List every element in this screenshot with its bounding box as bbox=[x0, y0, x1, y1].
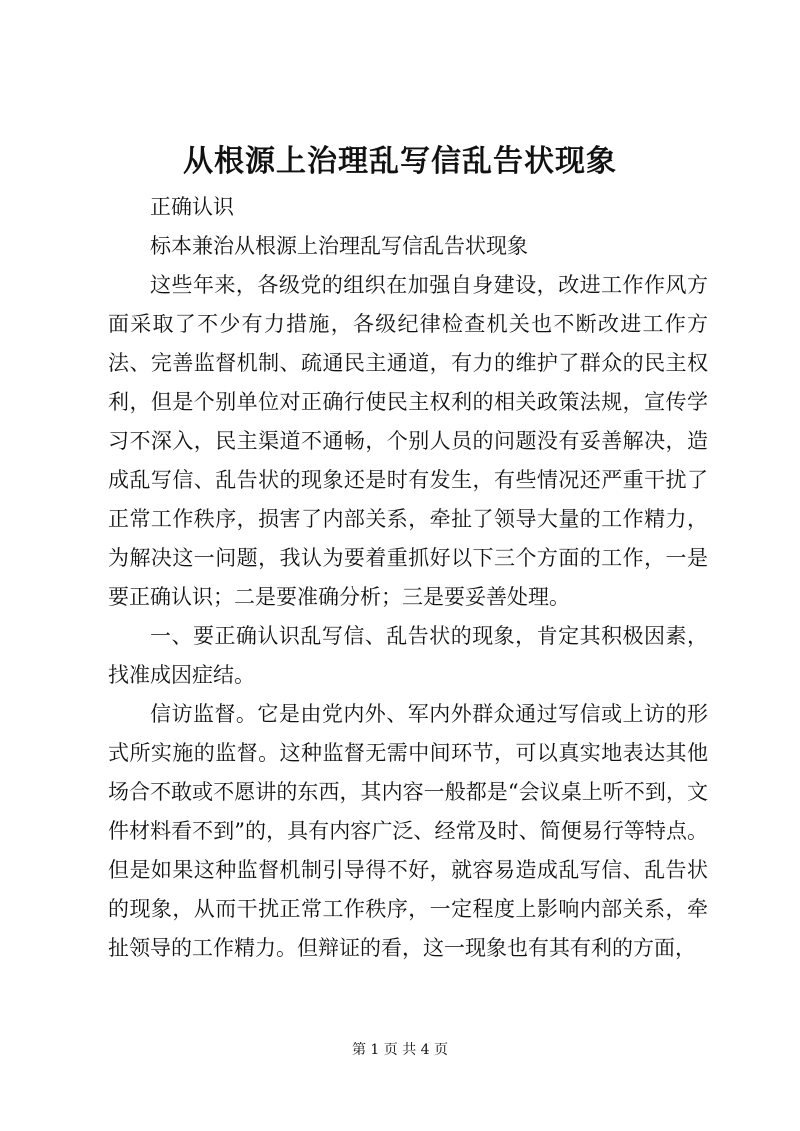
page-number-footer: 第 1 页 共 4 页 bbox=[351, 1042, 449, 1058]
paragraph-4: 一、要正确认识乱写信、乱告状的现象，肯定其积极因素，找准成因症结。 bbox=[108, 624, 708, 687]
document-body bbox=[108, 188, 708, 968]
document-title: 从根源上治理乱写信乱告状现象 bbox=[183, 144, 617, 179]
paragraph-1: 正确认识 bbox=[150, 195, 234, 219]
paragraph-2: 标本兼治从根源上治理乱写信乱告状现象 bbox=[150, 234, 528, 258]
paragraph-3: 这些年来，各级党的组织在加强自身建设，改进工作作风方面采取了不少有力措施，各级纪律检查机关也不断改进工作方法、完善监督机制、疏通民主通道，有力的维护了群众的民主权利，但是个别单位对正确行使民主权利的相关政策法规，宣传学习不深入，民主渠道不通畅，个别人员的问题没有妥善解决，造成乱写信、乱告状的现象还是时有发生，有些情况还严重干扰了正常工作秩序，损害了内部关系，牵扯了领导大量的工作精力，为解决这一问题，我认为要着重抓好以下三个方面的工作，一是要正确认识；二是要准确分析；三是要妥善处理。 bbox=[108, 273, 708, 609]
paragraph-5: 信访监督。它是由党内外、军内外群众通过写信或上访的形式所实施的监督。这种监督无需中间环节，可以真实地表达其他场合不敢或不愿讲的东西，其内容一般都是“会议桌上听不到，文件材料看不到”的，具有内容广泛、经常及时、简便易行等特点。但是如果这种监督机制引导得不好，就容易造成乱写信、乱告状的现象，从而干扰正常工作秩序，一定程度上影响内部关系，牵扯领导的工作精力。但辩证的看，这一现象也有其有利的方面， bbox=[108, 702, 708, 960]
